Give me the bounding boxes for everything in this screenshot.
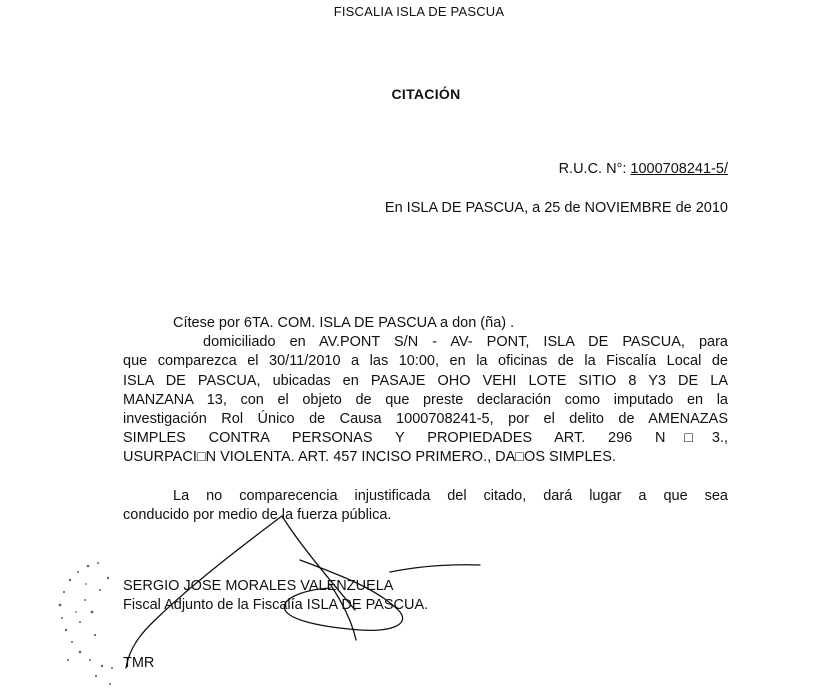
stamp-seal-icon [59, 562, 113, 685]
ruc-line [559, 161, 728, 177]
ruc-number: 1000708241-5/ [630, 161, 728, 177]
body-line: La no comparecencia injustificada del citado, dará lugar a que sea [173, 487, 728, 504]
signatory-name: SERGIO JOSE MORALES VALENZUELA [123, 578, 394, 594]
body-line: SIMPLES CONTRA PERSONAS Y PROPIEDADES ART. 296 N□3., [123, 430, 728, 447]
body-line: USURPACI□N VIOLENTA. ART. 457 INCISO PRIMERO., DA□OS SIMPLES. [123, 449, 616, 466]
body-line: MANZANA 13, con el objeto de que preste declaración como imputado en la [123, 391, 728, 408]
date-line: En ISLA DE PASCUA, a 25 de NOVIEMBRE de 2010 [384, 200, 728, 216]
warning-paragraph [123, 487, 728, 525]
citation-paragraph [123, 314, 728, 468]
body-line: conducido por medio de la fuerza pública. [123, 506, 392, 523]
body-line: investigación Rol Único de Causa 1000708241-5, por el delito de AMENAZAS [123, 411, 728, 428]
body-line: que comparezca el 30/11/2010 a las 10:00, en la oficinas de la Fiscalía Local de [123, 353, 728, 370]
typist-initials: TMR [123, 655, 155, 671]
ruc-label: R.U.C. N°: [558, 161, 627, 177]
body-line: ISLA DE PASCUA, ubicadas en PASAJE OHO VEHI LOTE SITIO 8 Y3 DE LA [123, 372, 728, 389]
document-title: CITACIÓN [391, 86, 461, 102]
body-line: domiciliado en AV.PONT S/N - AV- PONT, ISLA DE PASCUA, para [203, 334, 728, 351]
citation-body [123, 314, 728, 525]
document-header: FISCALIA ISLA DE PASCUA [333, 4, 505, 19]
body-line: Cítese por 6TA. COM. ISLA DE PASCUA a don (ña) . [173, 315, 515, 331]
signatory-role: Fiscal Adjunto de la Fiscalía ISLA DE PASCUA. [123, 597, 429, 613]
